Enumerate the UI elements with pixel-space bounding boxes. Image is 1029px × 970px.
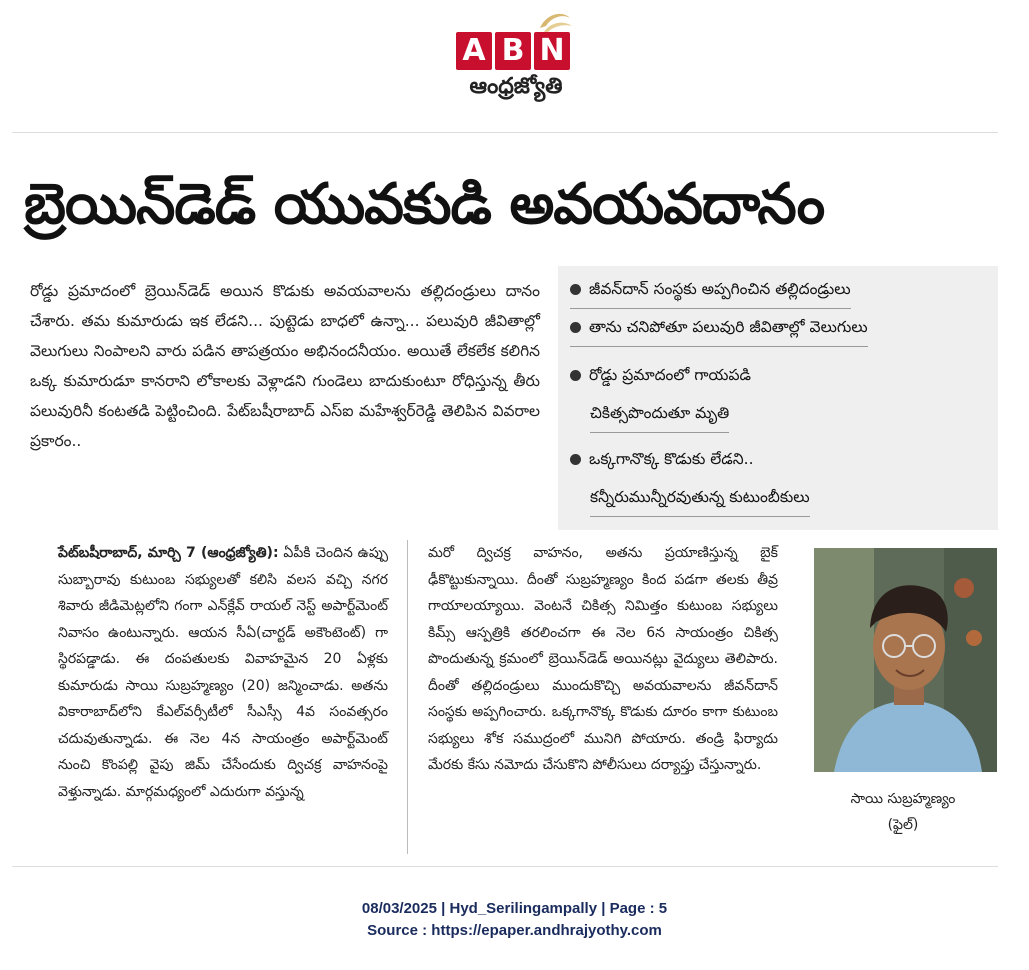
logo-letter-a: A bbox=[456, 32, 492, 70]
page-footer bbox=[0, 898, 1029, 942]
highlight-text: తాను చనిపోతూ పలువురి జీవితాల్లో వెలుగులు bbox=[589, 318, 868, 336]
abn-logo bbox=[452, 8, 580, 104]
bullet-dot-icon bbox=[570, 322, 581, 333]
article-intro: రోడ్డు ప్రమాదంలో బ్రెయిన్‌డెడ్ అయిన కొడుకు అవయవాలను తల్లిదండ్రులు దానం చేశారు. తమ కుమారుడు ఇక లేడని... పుట్టెడు బాధలో ఉన్నా... పలువురి జీవితాల్లో వెలుగులు నింపాలని వారు పడిన తాపత్రయం అభినందనీయం. అయితే లేకలేక కలిగిన ఒక్క కుమారుడూ కానరాని లోకాలకు వెళ్లాడని గుండెలు బాదుకుంటూ రోధిస్తున్న తీరు పలువురినీ కంటతడి పెట్టించింది. పేట్‌బషీరాబాద్ ఎస్ఐ మహేశ్వర్‌రెడ్డి తెలిపిన వివరాల ప్రకారం.. bbox=[30, 282, 540, 450]
logo-letter-b: B bbox=[495, 32, 531, 70]
logo-swirl-icon bbox=[536, 8, 576, 34]
bullet-dot-icon bbox=[570, 454, 581, 465]
article-body-column-2: మరో ద్విచక్ర వాహనం, అతను ప్రయాణిస్తున్న బైక్ ఢీకొట్టుకున్నాయి. దీంతో సుబ్రహ్మణ్యం కింద పడగా తలకు తీవ్ర గాయాలయ్యాయి. వెంటనే చికిత్స నిమిత్తం కుటుంబ సభ్యులు కిమ్స్ ఆస్పత్రికి తరలించగా ఈ నెల 6న సాయంత్రం చికిత్స పొందుతున్న క్రమంలో బ్రెయిన్‌డెడ్ అయినట్లు వైద్యులు తెలిపారు. దీంతో తల్లిదండ్రులు ముందుకొచ్చి అవయవాలను జీవన్‌దాన్ సంస్థకు అప్పగించారు. ఒక్కగానొక్క కొడుకు దూరం కాగా కుటుంబ సభ్యులు శోక సముద్రంలో మునిగి పోయారు. తండ్రి ఫిర్యాదు మేరకు కేసు నమోదు చేసుకొని పోలీసులు దర్యాప్తు చేస్తున్నారు. bbox=[428, 545, 778, 773]
highlight-text: రోడ్డు ప్రమాదంలో గాయపడి bbox=[589, 366, 751, 384]
highlight-item bbox=[570, 274, 851, 309]
photo-caption-tag: (ఫైల్) bbox=[887, 817, 919, 833]
article-body-text-1: ఏపీకి చెందిన ఉప్పు సుబ్బారావు కుటుంబ సభ్యులతో కలిసి వలస వచ్చి నగర శివారు జీడిమెట్లలోని గంగా ఎన్‌క్లేవ్ రాయల్ నెస్ట్ అపార్ట్‌మెంట్ నివాసం ఉంటున్నారు. ఆయన సీఏ(చార్టడ్ అకౌంటెంట్) గా స్థిరపడ్డాడు. ఈ దంపతులకు వివాహమైన 20 ఏళ్లకు కుమారుడు సాయి సుబ్రహ్మణ్యం (20) జన్మించాడు. అతను వికారాబాద్‌లోని కేఎల్‌వర్సీటీలో సీఎస్సీ 4వ సంవత్సరం చదువుతున్నాడు. ఈ నెల 4న సాయంత్రం అపార్ట్‌మెంట్ నుంచి కొంపల్లి వైపు జిమ్ చేసేందుకు ద్విచక్ర వాహనంపై వెళ్తున్నాడు. మార్గమధ్యంలో ఎదురుగా వస్తున్న bbox=[58, 545, 389, 800]
highlight-item-continued: కన్నీరుమున్నీరవుతున్న కుటుంబీకులు bbox=[590, 482, 810, 517]
photo-caption-name: సాయి సుబ్రహ్మణ్యం bbox=[850, 791, 956, 807]
clipping-top-border bbox=[12, 132, 998, 133]
bullet-dot-icon bbox=[570, 370, 581, 381]
footer-edition-info: 08/03/2025 | Hyd_Serilingampally | Page : 5 bbox=[361, 900, 668, 917]
highlight-item-continued: చికిత్సపొందుతూ మృతి bbox=[590, 398, 729, 433]
logo-letters bbox=[456, 32, 570, 70]
highlight-item bbox=[570, 312, 868, 347]
portrait-illustration bbox=[814, 548, 997, 772]
highlight-text: జీవన్‌దాన్ సంస్థకు అప్పగించిన తల్లిదండ్రులు bbox=[589, 280, 851, 298]
photo-caption bbox=[808, 786, 998, 838]
portrait-photo bbox=[814, 548, 997, 772]
highlight-item bbox=[570, 360, 751, 394]
column-divider bbox=[407, 540, 408, 854]
footer-source-link[interactable]: Source : https://epaper.andhrajyothy.com bbox=[367, 922, 662, 939]
article-dateline: పేట్‌బషీరాబాద్, మార్చి 7 (ఆంధ్రజ్యోతి): bbox=[58, 545, 279, 561]
article-body-column-1 bbox=[58, 540, 388, 805]
highlight-item bbox=[570, 444, 754, 478]
logo-subtitle: ఆంధ్రజ్యోతి bbox=[469, 74, 563, 99]
article-headline: బ్రెయిన్‌డెడ్ యువకుడి అవయవదానం bbox=[24, 172, 825, 237]
clipping-bottom-border bbox=[12, 866, 998, 867]
logo-letter-n: N bbox=[534, 32, 570, 70]
bullet-dot-icon bbox=[570, 284, 581, 295]
highlight-text: ఒక్కగానొక్క కొడుకు లేడని.. bbox=[589, 450, 754, 468]
